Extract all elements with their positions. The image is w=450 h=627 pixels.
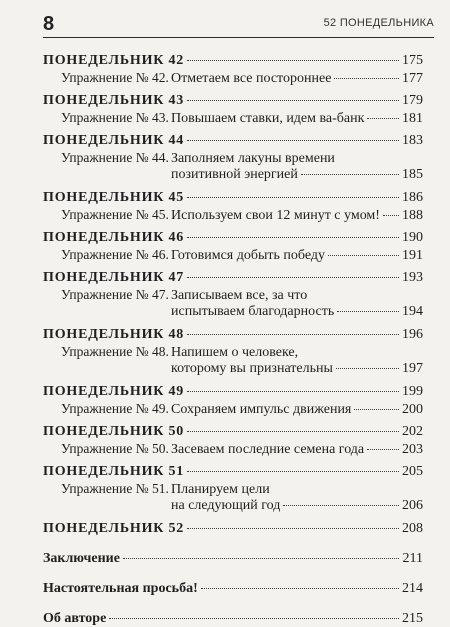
- exercise-title-continued: позитивной энергией: [171, 167, 298, 182]
- exercise-label: Упражнение № 50.: [61, 441, 169, 456]
- exercise-title: Заполняем лакуны времени: [171, 151, 335, 166]
- toc-page-number: 177: [402, 71, 423, 86]
- dot-leader: [367, 448, 399, 450]
- table-of-contents: [43, 52, 423, 627]
- toc-page-number: 191: [402, 248, 423, 263]
- toc-monday-entry[interactable]: [43, 132, 423, 149]
- toc-entry-title: Заключение: [43, 551, 120, 566]
- page-number: 8: [43, 13, 55, 35]
- toc-entry-title: ПОНЕДЕЛЬНИК 51: [43, 464, 185, 479]
- toc-page-number: 199: [402, 384, 423, 399]
- toc-page-number: 175: [402, 53, 423, 68]
- toc-monday-entry[interactable]: [43, 520, 423, 537]
- dot-leader: [187, 430, 399, 432]
- exercise-label: Упражнение № 49.: [61, 401, 169, 416]
- toc-monday-entry[interactable]: [43, 269, 423, 286]
- dot-leader: [283, 504, 399, 506]
- dot-leader: [109, 617, 399, 619]
- toc-entry-title: ПОНЕДЕЛЬНИК 52: [43, 521, 185, 536]
- exercise-label: Упражнение № 51.: [61, 481, 169, 496]
- exercise-label: Упражнение № 48.: [61, 344, 169, 359]
- toc-entry-title: ПОНЕДЕЛЬНИК 48: [43, 327, 185, 342]
- header-rule: [43, 37, 434, 38]
- toc-monday-entry[interactable]: [43, 189, 423, 206]
- toc-exercise-entry[interactable]: [43, 343, 423, 360]
- toc-page-number: 205: [402, 464, 423, 479]
- dot-leader: [328, 254, 399, 256]
- toc-monday-entry[interactable]: [43, 383, 423, 400]
- dot-leader: [187, 390, 399, 392]
- toc-entry-title: ПОНЕДЕЛЬНИК 50: [43, 424, 185, 439]
- dot-leader: [337, 310, 399, 312]
- toc-entry-title: ПОНЕДЕЛЬНИК 46: [43, 230, 185, 245]
- toc-page-number: 200: [402, 402, 423, 417]
- toc-page-number: 186: [402, 190, 423, 205]
- dot-leader: [123, 557, 399, 559]
- dot-leader: [187, 59, 399, 61]
- toc-section-entry[interactable]: [43, 550, 423, 567]
- exercise-title-continued: испытываем благодарность: [171, 304, 335, 319]
- toc-page-number: 203: [402, 442, 423, 457]
- exercise-title: Записываем все, за что: [171, 288, 308, 303]
- exercise-title: Готовимся добыть победу: [171, 248, 325, 263]
- toc-entry-title: Настоятельная просьба!: [43, 581, 198, 596]
- exercise-title-continued: на следующий год: [171, 498, 281, 513]
- toc-page-number: 188: [402, 208, 423, 223]
- running-head: 52 ПОНЕДЕЛЬНИКА: [323, 17, 434, 29]
- toc-entry-title: Об авторе: [43, 611, 107, 626]
- toc-exercise-continuation[interactable]: [43, 360, 423, 377]
- toc-exercise-entry[interactable]: [43, 440, 423, 457]
- exercise-title: Засеваем последние семена года: [171, 442, 365, 457]
- toc-exercise-entry[interactable]: [43, 69, 423, 86]
- exercise-label: Упражнение № 44.: [61, 150, 169, 165]
- toc-page-number: 206: [402, 498, 423, 513]
- toc-section-entry[interactable]: [43, 610, 423, 627]
- exercise-title: Планируем цели: [171, 482, 270, 497]
- dot-leader: [187, 276, 399, 278]
- toc-entry-title: ПОНЕДЕЛЬНИК 45: [43, 190, 185, 205]
- toc-entry-title: ПОНЕДЕЛЬНИК 43: [43, 93, 185, 108]
- toc-exercise-continuation[interactable]: [43, 497, 423, 514]
- toc-entry-title: ПОНЕДЕЛЬНИК 42: [43, 53, 185, 68]
- exercise-title: Используем свои 12 минут с умом!: [171, 208, 380, 223]
- dot-leader: [301, 173, 399, 175]
- toc-exercise-continuation[interactable]: [43, 303, 423, 320]
- dot-leader: [187, 236, 399, 238]
- dot-leader: [187, 333, 399, 335]
- toc-entry-title: ПОНЕДЕЛЬНИК 47: [43, 270, 185, 285]
- toc-page-number: 197: [402, 361, 423, 376]
- toc-page-number: 193: [402, 270, 423, 285]
- toc-page-number: 185: [402, 167, 423, 182]
- toc-exercise-entry[interactable]: [43, 206, 423, 223]
- toc-exercise-entry[interactable]: [43, 246, 423, 263]
- exercise-title-continued: которому вы признательны: [171, 361, 333, 376]
- dot-leader: [334, 77, 399, 79]
- exercise-label: Упражнение № 42.: [61, 70, 169, 85]
- toc-exercise-continuation[interactable]: [43, 166, 423, 183]
- toc-exercise-entry[interactable]: [43, 109, 423, 126]
- toc-monday-entry[interactable]: [43, 423, 423, 440]
- dot-leader: [187, 470, 399, 472]
- exercise-label: Упражнение № 43.: [61, 110, 169, 125]
- toc-exercise-entry[interactable]: [43, 400, 423, 417]
- toc-page-number: 190: [402, 230, 423, 245]
- dot-leader: [367, 117, 399, 119]
- toc-monday-entry[interactable]: [43, 52, 423, 69]
- toc-monday-entry[interactable]: [43, 92, 423, 109]
- toc-page-number: 179: [402, 93, 423, 108]
- exercise-title: Напишем о человеке,: [171, 345, 299, 360]
- toc-page-number: 211: [402, 551, 423, 566]
- toc-monday-entry[interactable]: [43, 229, 423, 246]
- toc-entry-title: ПОНЕДЕЛЬНИК 44: [43, 133, 185, 148]
- dot-leader: [201, 587, 399, 589]
- toc-exercise-entry[interactable]: [43, 149, 423, 166]
- toc-page-number: 181: [402, 111, 423, 126]
- page-header: [43, 12, 434, 38]
- exercise-title: Отметаем все постороннее: [171, 71, 332, 86]
- exercise-title: Сохраняем импульс движения: [171, 402, 352, 417]
- exercise-title: Повышаем ставки, идем ва-банк: [171, 111, 365, 126]
- exercise-label: Упражнение № 47.: [61, 287, 169, 302]
- toc-monday-entry[interactable]: [43, 326, 423, 343]
- toc-page-number: 194: [402, 304, 423, 319]
- toc-page-number: 183: [402, 133, 423, 148]
- toc-page-number: 196: [402, 327, 423, 342]
- dot-leader: [354, 408, 399, 410]
- dot-leader: [383, 214, 399, 216]
- dot-leader: [336, 367, 399, 369]
- exercise-label: Упражнение № 46.: [61, 247, 169, 262]
- toc-page-number: 208: [402, 521, 423, 536]
- dot-leader: [187, 196, 399, 198]
- exercise-label: Упражнение № 45.: [61, 207, 169, 222]
- toc-entry-title: ПОНЕДЕЛЬНИК 49: [43, 384, 185, 399]
- dot-leader: [187, 139, 399, 141]
- toc-page-number: 215: [402, 611, 423, 626]
- toc-exercise-entry[interactable]: [43, 286, 423, 303]
- dot-leader: [187, 99, 399, 101]
- toc-monday-entry[interactable]: [43, 463, 423, 480]
- toc-exercise-entry[interactable]: [43, 480, 423, 497]
- toc-page-number: 214: [402, 581, 423, 596]
- dot-leader: [187, 527, 399, 529]
- toc-section-entry[interactable]: [43, 580, 423, 597]
- toc-page-number: 202: [402, 424, 423, 439]
